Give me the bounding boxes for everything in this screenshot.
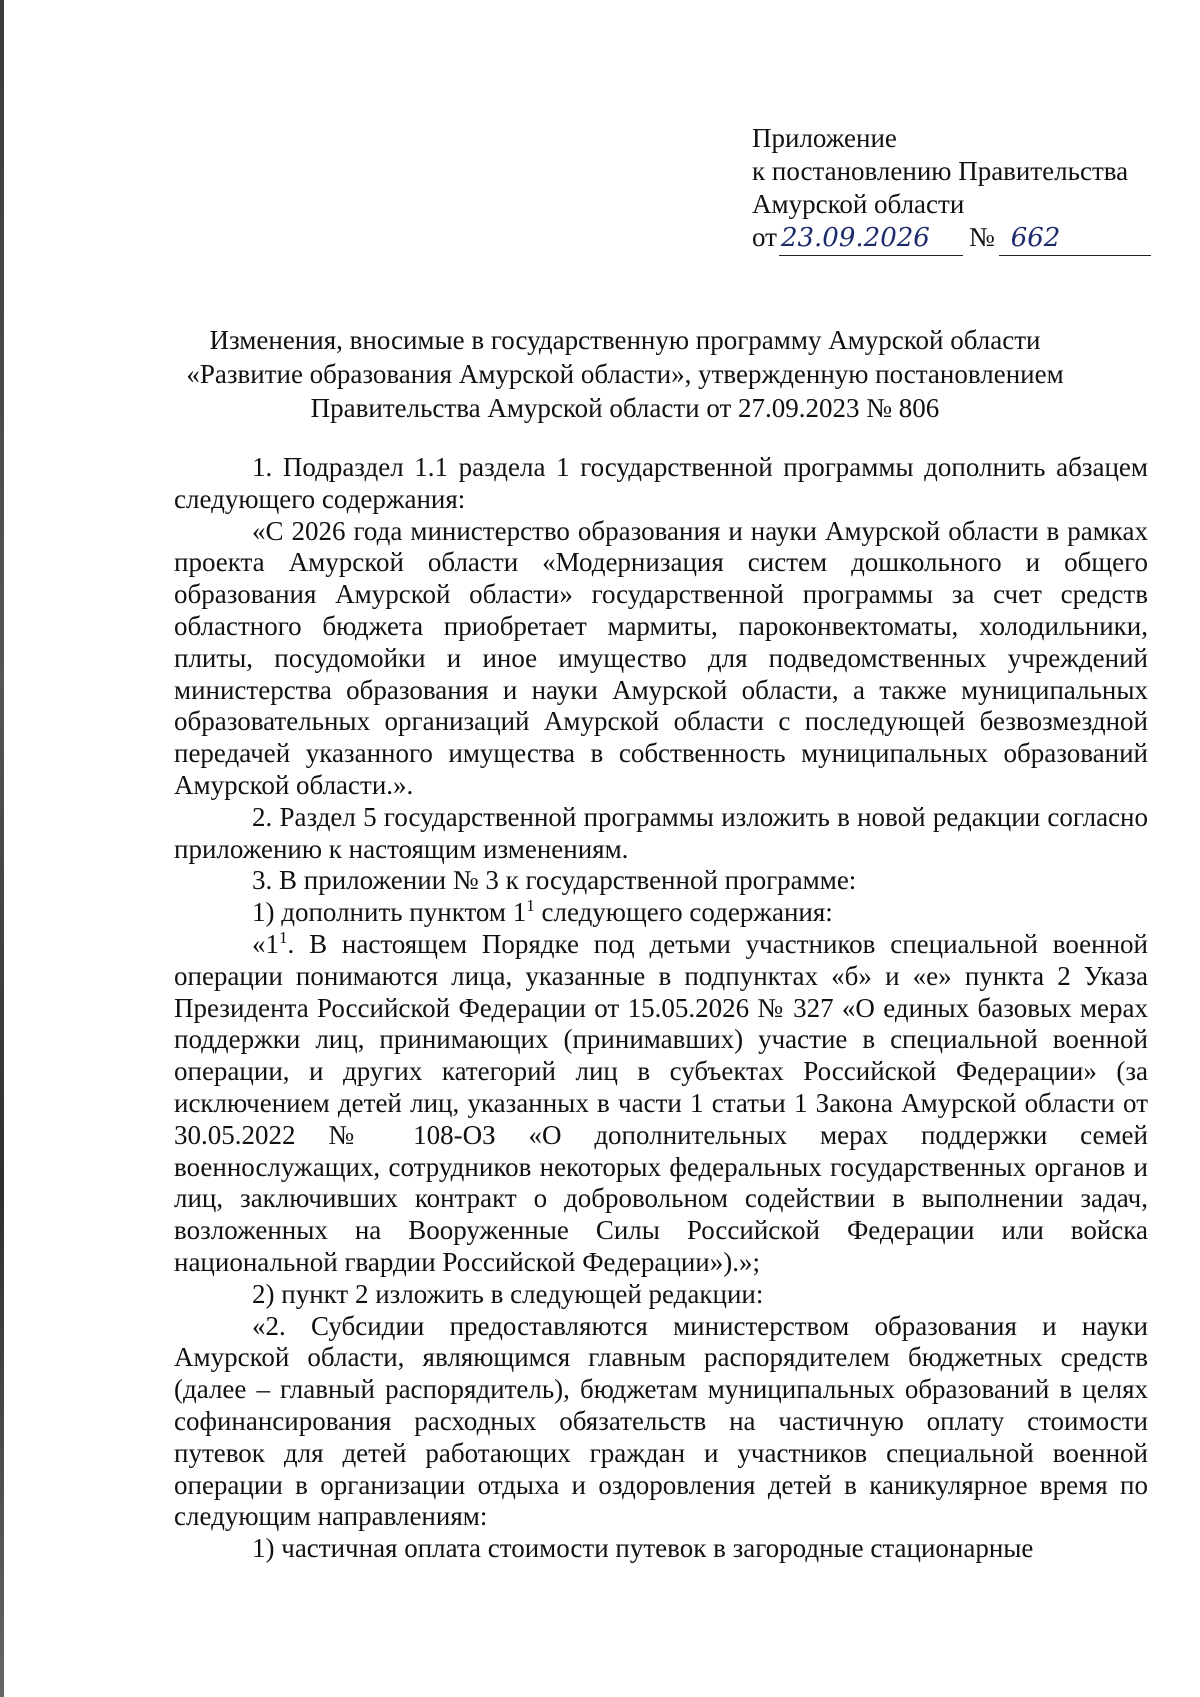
- paragraph-7: 2) пункт 2 изложить в следующей редакции:: [252, 1278, 764, 1309]
- appendix-reference: к постановлению Правительства: [752, 156, 1129, 186]
- title-line-3: Правительства Амурской области от 27.09.2023 № 806: [310, 393, 940, 423]
- paragraph-3: 2. Раздел 5 государственной программы изложить в новой редакции согласно приложению к настоящим изменениям.: [174, 801, 1148, 864]
- paragraph-4: 3. В приложении № 3 к государственной программе:: [252, 865, 857, 896]
- handwritten-date: 23.09.2026: [779, 222, 963, 256]
- paragraph-6-superscript: 1: [279, 927, 288, 947]
- appendix-date-number-line: [752, 221, 1151, 256]
- paragraph-8: «2. Субсидии предоставляются министерством образования и науки Амурской области, являющимся главным распорядителем бюджетных средств (далее – главный распорядитель), бюджетам муниципальных образований в целях софинансирования расходных обязательств на частичную оплату стоимости путевок для детей работающих граждан и участников специальной военной операции в организации отдыха и оздоровления детей в каникулярное время по следующим направлениям:: [174, 1310, 1148, 1532]
- appendix-region: Амурской области: [752, 189, 965, 219]
- date-prefix: от: [752, 222, 777, 252]
- paragraph-6-text-a: «1: [252, 928, 279, 959]
- paragraph-5: [174, 897, 1148, 929]
- appendix-heading: Приложение: [752, 123, 897, 153]
- scan-edge: [0, 0, 4, 1697]
- paragraph-2: «С 2026 года министерство образования и науки Амурской области в рамках проекта Амурской области «Модернизация систем дошкольного и общего образования Амурской области» государственной программы за счет средств областного бюджета приобретает мармиты, пароконвектоматы, холодильники, плиты, посудомойки и иное имущество для подведомственных учреждений министерства образования и науки Амурской области, а также муниципальных образовательных организаций Амурской области с последующей безвозмездной передачей указанного имущества в собственность муниципальных образований Амурской области.».: [174, 515, 1148, 800]
- paragraph-5-text-a: 1) дополнить пунктом 1: [252, 897, 527, 928]
- number-sign: №: [968, 222, 995, 252]
- document-body: [174, 452, 1148, 1565]
- document-title: [120, 323, 1130, 425]
- paragraph-6-text-b: . В настоящем Порядке под детьми участников специальной военной операции понимаются лица, указанные в подпунктах «б» и «е» пункта 2 Указа Президента Российской Федерации от 15.05.2026 № 327 «О единых базовых мерах поддержки лиц, принимающих (принимавших) участие в специальной военной операции, и других категорий лиц в субъектах Российской Федерации» (за исключением детей лиц, указанных в части 1 статьи 1 Закона Амурской области от 30.05.2022 № 108-ОЗ «О дополнительных мерах поддержки семей военнослужащих, сотрудников некоторых федеральных государственных органов и лиц, заключивших контракт о добровольном содействии в выполнении задач, возложенных на Вооруженные Силы Российской Федерации или войска национальной гвардии Российской Федерации»).»;: [174, 928, 1148, 1277]
- title-line-2: «Развитие образования Амурской области», утвержденную постановлением: [186, 359, 1064, 389]
- title-line-1: Изменения, вносимые в государственную программу Амурской области: [209, 325, 1041, 355]
- paragraph-6: [174, 929, 1148, 1279]
- paragraph-1: 1. Подраздел 1.1 раздела 1 государственной программы дополнить абзацем следующего содержания:: [174, 452, 1148, 514]
- handwritten-number: 662: [999, 222, 1151, 256]
- paragraph-9: 1) частичная оплата стоимости путевок в загородные стационарные: [252, 1533, 1034, 1564]
- appendix-block: [752, 122, 1151, 256]
- paragraph-5-text-b: следующего содержания:: [534, 897, 833, 928]
- paragraph-5-superscript: 1: [526, 896, 535, 916]
